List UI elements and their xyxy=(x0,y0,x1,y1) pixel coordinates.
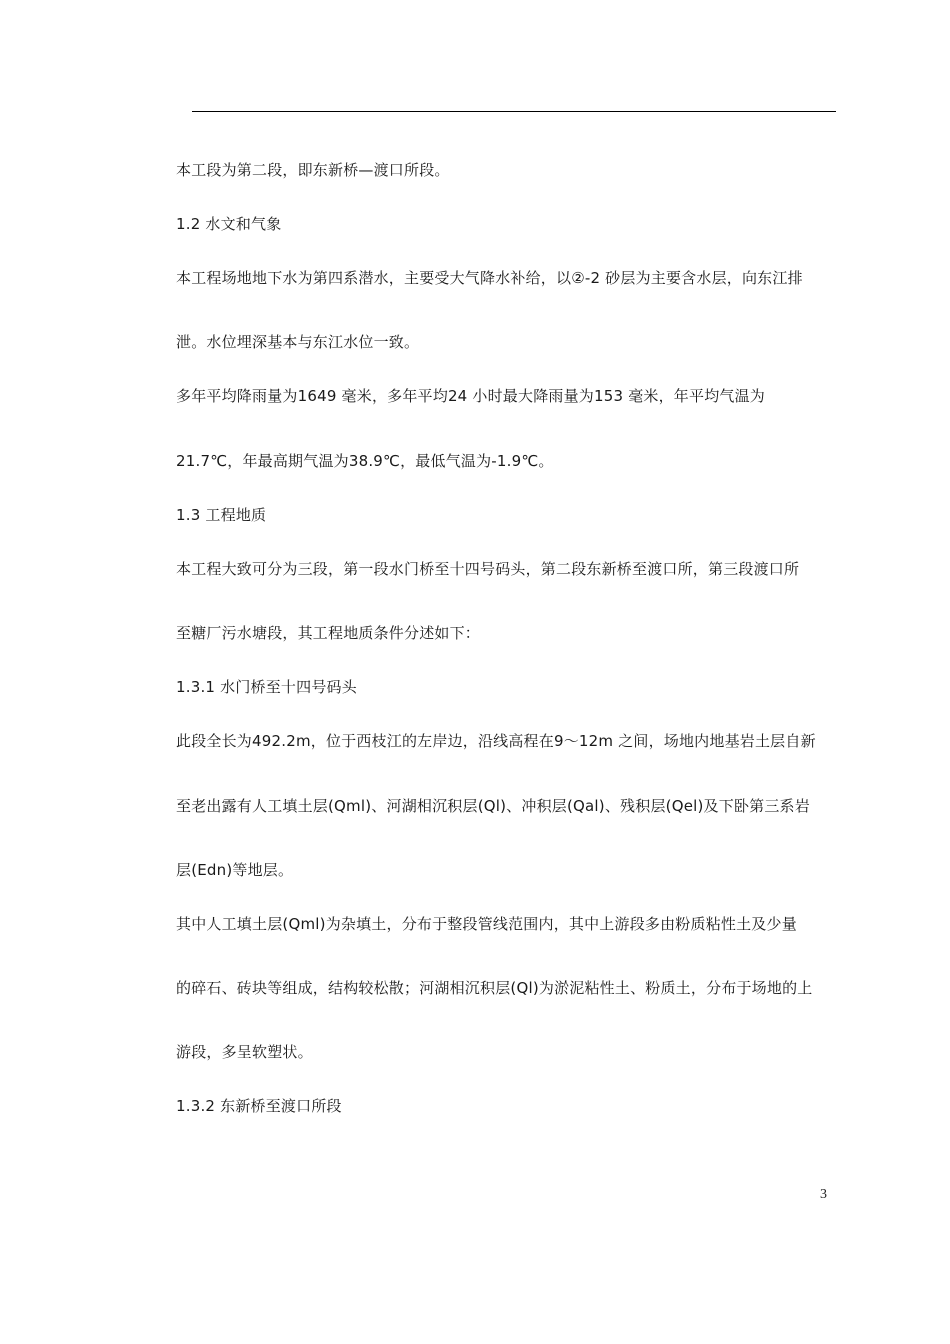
paragraph-line: 层(Edn)等地层。 xyxy=(176,861,294,879)
paragraph-line: 至老出露有人工填土层(Qml)、河湖相沉积层(Ql)、冲积层(Qal)、残积层(Qel)及下卧第三系岩 xyxy=(176,797,810,815)
paragraph-line: 至糖厂污水塘段，其工程地质条件分述如下： xyxy=(176,624,481,642)
paragraph-line: 多年平均降雨量为1649 毫米，多年平均24 小时最大降雨量为153 毫米，年平均气温为 xyxy=(176,387,765,405)
section-heading-1-2: 1.2 水文和气象 xyxy=(176,215,282,233)
page-number: 3 xyxy=(820,1187,827,1202)
paragraph-line: 21.7℃，年最高期气温为38.9℃，最低气温为-1.9℃。 xyxy=(176,452,554,470)
header-rule xyxy=(192,111,836,112)
section-heading-1-3-2: 1.3.2 东新桥至渡口所段 xyxy=(176,1097,342,1115)
paragraph-line: 其中人工填土层(Qml)为杂填土，分布于整段管线范围内，其中上游段多由粉质粘性土及少量 xyxy=(176,915,797,933)
paragraph-line: 的碎石、砖块等组成，结构较松散；河湖相沉积层(Ql)为淤泥粘性土、粉质土，分布于场地的上 xyxy=(176,979,813,997)
paragraph-line: 此段全长为492.2m，位于西枝江的左岸边，沿线高程在9～12m 之间，场地内地基岩土层自新 xyxy=(176,732,816,750)
paragraph-line: 游段，多呈软塑状。 xyxy=(176,1043,313,1061)
section-heading-1-3-1: 1.3.1 水门桥至十四号码头 xyxy=(176,678,357,696)
paragraph-line: 泄。水位埋深基本与东江水位一致。 xyxy=(176,333,420,351)
paragraph-line: 本工程大致可分为三段，第一段水门桥至十四号码头，第二段东新桥至渡口所，第三段渡口所 xyxy=(176,560,800,578)
section-heading-1-3: 1.3 工程地质 xyxy=(176,506,267,524)
paragraph-line: 本工段为第二段，即东新桥—渡口所段。 xyxy=(176,161,450,179)
paragraph-line: 本工程场地地下水为第四系潜水，主要受大气降水补给，以②-2 砂层为主要含水层，向东江排 xyxy=(176,269,803,287)
